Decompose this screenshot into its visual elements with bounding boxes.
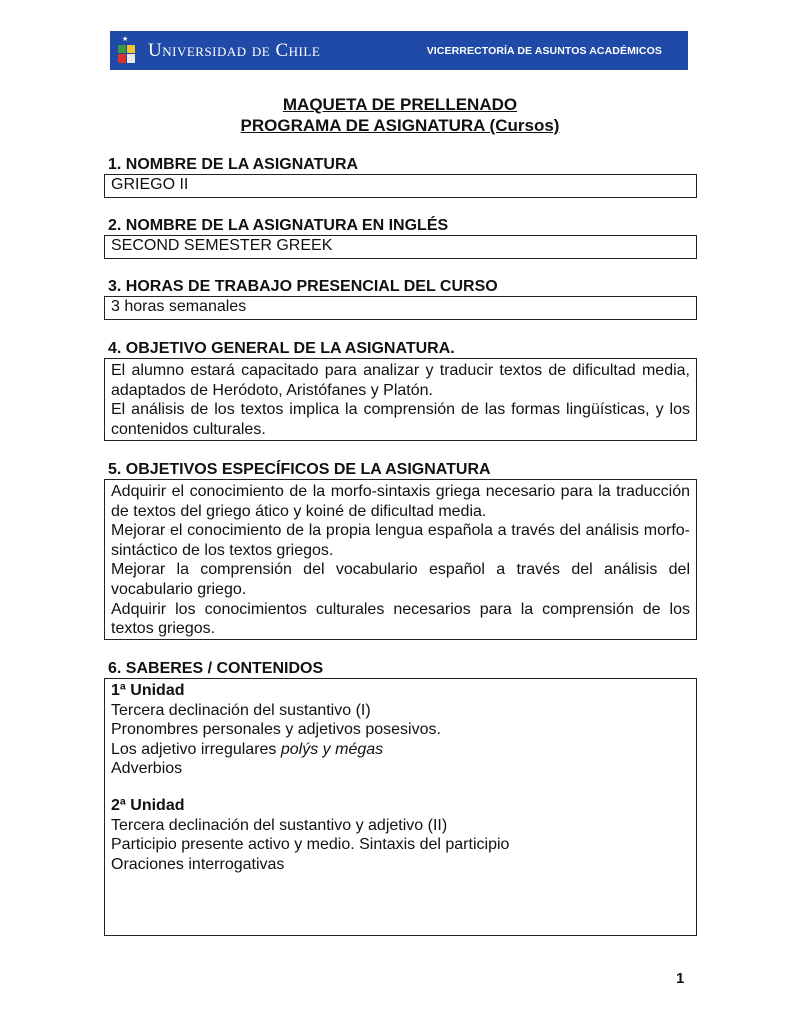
section-heading-contact-hours: 3. HORAS DE TRABAJO PRESENCIAL DEL CURSO	[108, 278, 498, 295]
course-name-value: GRIEGO II	[111, 176, 189, 193]
document-title-line1: MAQUETA DE PRELLENADO	[282, 95, 518, 114]
contact-hours-value: 3 horas semanales	[111, 298, 247, 315]
field-contact-hours	[104, 296, 697, 320]
specific-objective-item: Mejorar el conocimiento de la propia lengua española a través del análisis morfo-sintáctico de los textos griegos.	[111, 522, 690, 559]
general-objective-paragraph: El análisis de los textos implica la comprensión de las formas lingüísticas, y los contenidos culturales.	[111, 401, 690, 438]
section-heading-contents: 6. SABERES / CONTENIDOS	[108, 660, 324, 677]
field-course-name-english	[104, 235, 697, 259]
content-item	[111, 740, 690, 760]
unit-1	[111, 681, 690, 779]
page-number: 1	[676, 970, 685, 987]
unit-title: 1ª Unidad	[111, 682, 185, 699]
unit-2	[111, 796, 690, 874]
content-item: Tercera declinación del sustantivo (I)	[111, 701, 371, 719]
university-brand	[116, 36, 320, 66]
section-heading-specific-objectives: 5. OBJETIVOS ESPECÍFICOS DE LA ASIGNATURA	[108, 461, 491, 478]
general-objective-paragraph: El alumno estará capacitado para analizar y traducir textos de dificultad media, adaptados de Heródoto, Aristófanes y Platón.	[111, 362, 690, 399]
content-item: Oraciones interrogativas	[111, 855, 285, 873]
specific-objective-item: Adquirir los conocimientos culturales necesarios para la comprensión de los textos griegos.	[111, 600, 690, 638]
document-title-line2: PROGRAMA DE ASIGNATURA (Cursos)	[240, 116, 560, 135]
university-name: Universidad de Chile	[148, 39, 321, 61]
course-name-english-value: SECOND SEMESTER GREEK	[111, 237, 333, 254]
section-heading-course-name-english: 2. NOMBRE DE LA ASIGNATURA EN INGLÉS	[108, 217, 449, 234]
content-item: Participio presente activo y medio. Sintaxis del participio	[111, 836, 510, 854]
field-specific-objectives	[104, 479, 697, 640]
content-item-italic-text: polýs y mégas	[280, 740, 384, 758]
field-course-name	[104, 174, 697, 198]
content-item: Adverbios	[111, 760, 183, 778]
university-crest-icon: ★	[116, 36, 138, 66]
specific-objective-item: Mejorar la comprensión del vocabulario español a través del análisis del vocabulario griego.	[111, 561, 690, 598]
department-name: VICERRECTORÍA DE ASUNTOS ACADÉMICOS	[426, 44, 662, 57]
content-item-text: Los adjetivo irregulares	[111, 740, 281, 758]
content-item: Tercera declinación del sustantivo y adjetivo (II)	[111, 816, 448, 834]
section-heading-general-objective: 4. OBJETIVO GENERAL DE LA ASIGNATURA.	[108, 340, 455, 357]
unit-spacer	[111, 779, 690, 796]
content-item: Pronombres personales y adjetivos posesivos.	[111, 721, 441, 739]
section-heading-course-name: 1. NOMBRE DE LA ASIGNATURA	[108, 156, 359, 173]
unit-title: 2ª Unidad	[111, 796, 185, 814]
field-contents	[104, 678, 697, 936]
specific-objective-item: Adquirir el conocimiento de la morfo-sintaxis griega necesario para la traducción de textos del griego ático y koiné de dificultad media.	[111, 483, 690, 520]
field-general-objective	[104, 358, 697, 441]
header-banner	[110, 31, 688, 70]
